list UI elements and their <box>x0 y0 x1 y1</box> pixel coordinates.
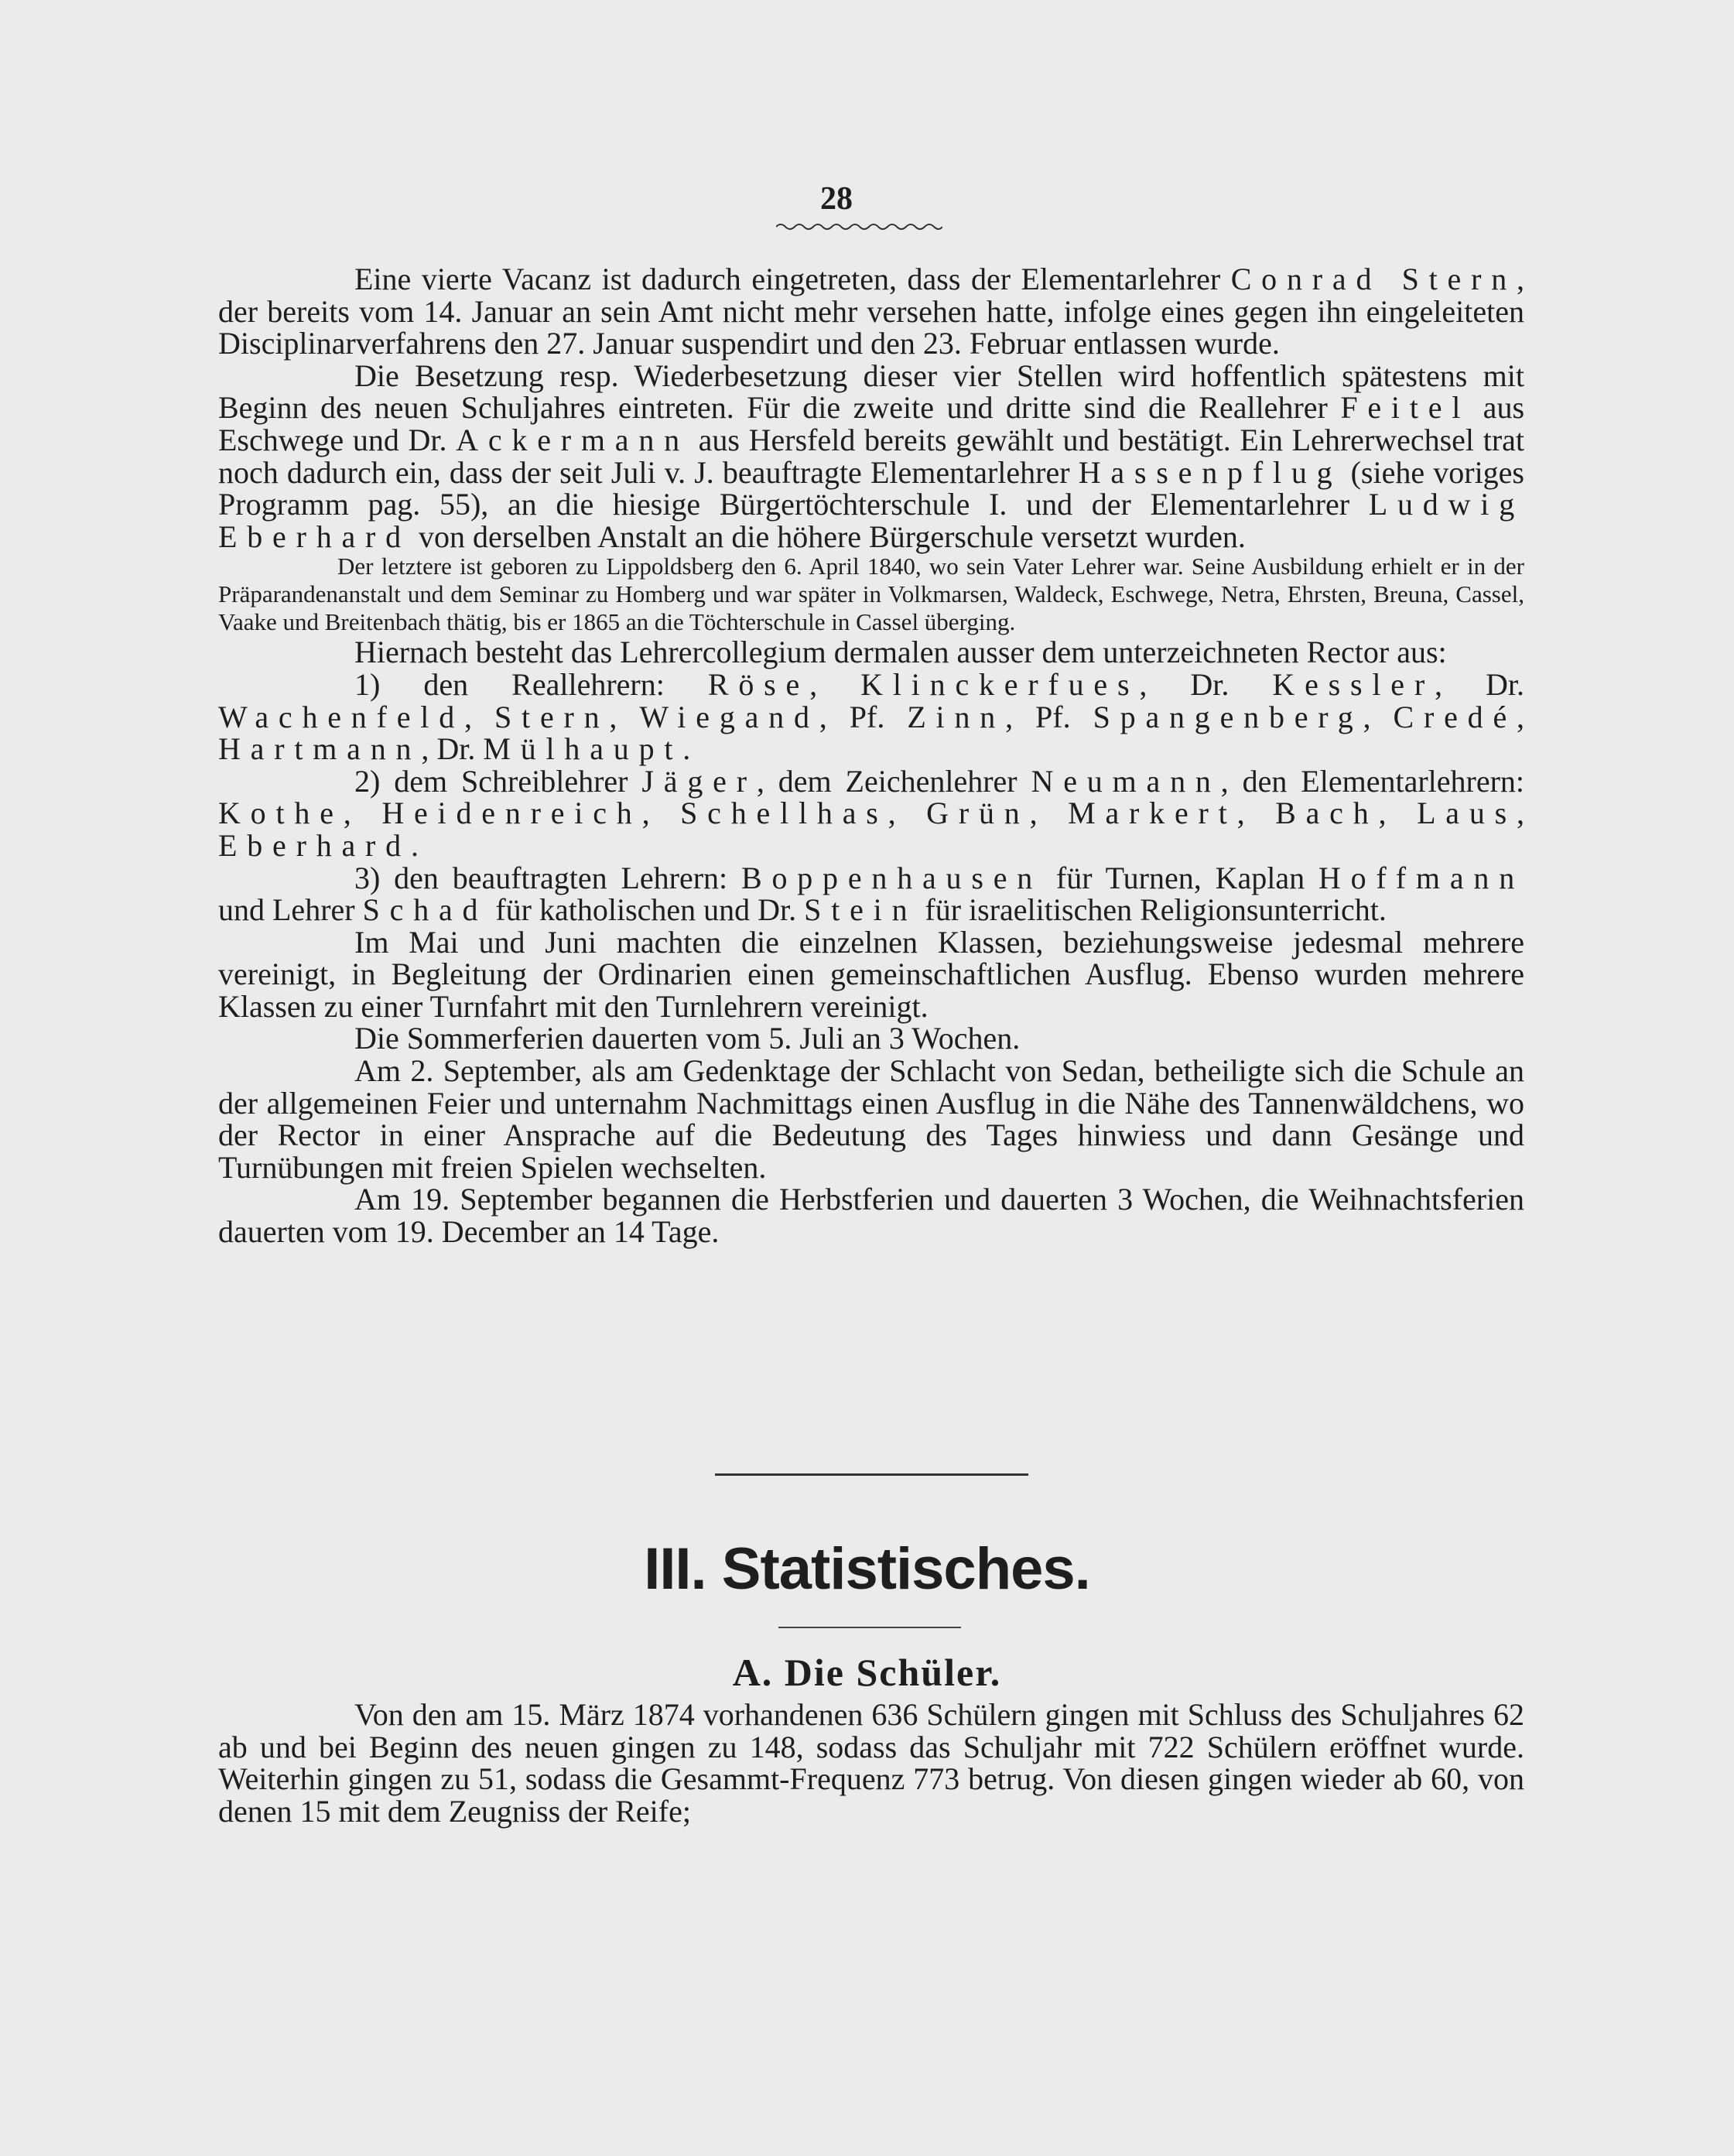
list-beauftragte-lehrer <box>218 862 1524 926</box>
person-name: Bach <box>1275 796 1379 831</box>
text-run: für Turnen, Kaplan <box>1042 860 1318 895</box>
section-heading: III. Statistisches. <box>644 1536 1090 1602</box>
page-number: 28 <box>820 181 853 217</box>
paragraph-sedan: Am 2. September, als am Gedenktage der Schlacht von Sedan, betheiligte sich die Schule an der allgemeinen Feier und unternahm Nachmittags einen Ausflug in die Nähe des Tannenwäldchens, wo der Rector in einer Ansprache auf die Bedeutung des Tages hinwiess und dann Gesänge und Turnübungen mit freien Spielen wechselten. <box>218 1053 1524 1185</box>
paragraph-sommerferien: Die Sommerferien dauerten vom 5. Juli an 3 Wochen. <box>354 1021 1021 1056</box>
text-run: , der bereits vom 14. Januar an sein Amt nicht mehr versehen hatte, infolge eines gegen ihn eingeleiteten Disciplinarverfahrens den 27. Januar suspendirt und den 23. Februar entlassen wurde. <box>218 262 1524 361</box>
person-name: Eberhard <box>218 827 411 863</box>
subsection-heading: A. Die Schüler. <box>732 1651 1002 1694</box>
person-name: Jäger <box>641 763 757 799</box>
paragraph-appointments <box>218 360 1524 553</box>
person-name: Credé <box>1393 699 1517 734</box>
person-name: Hoffmann <box>1318 860 1524 895</box>
section-text <box>218 1699 1524 1827</box>
person-name: Schad <box>362 892 488 928</box>
person-name: Hartmann <box>218 731 422 767</box>
person-name: Kessler <box>1272 666 1435 702</box>
person-name: Ludwig Eberhard <box>218 487 1524 554</box>
person-name: Röse <box>707 666 810 702</box>
text-run: Eine vierte Vacanz ist dadurch eingetreten, dass der Elementarlehrer <box>354 262 1231 296</box>
person-name: Zinn <box>907 699 1006 734</box>
section-divider <box>715 1473 1028 1476</box>
text-run: und Lehrer <box>218 892 363 928</box>
person-name: Klinckerfues <box>860 666 1140 702</box>
body-text <box>218 263 1524 1248</box>
text-run: , dem Zeichenlehrer <box>756 763 1031 799</box>
text-run: von derselben Anstalt an die höhere Bürgerschule versetzt wurden. <box>410 518 1246 554</box>
person-name: Grün <box>926 796 1030 831</box>
person-name: Heidenreich <box>381 796 642 831</box>
person-name: Wachenfeld <box>218 699 464 734</box>
list-lead: 2) dem Schreiblehrer <box>354 763 642 799</box>
person-name: Feitel <box>1340 390 1471 426</box>
text-run: aus Eschwege und Dr. <box>218 390 1525 457</box>
footnote-biography: Der letztere ist geboren zu Lippoldsberg den 6. April 1840, wo sein Vater Lehrer war. Seine Ausbildung erhielt er in der Präparandenanstalt und dem Seminar zu Homberg und war später in Volkmarsen, Waldeck, Eschwege, Netra, Ehrsten, Breuna, Cassel, Vaake und Breitenbach thätig, bis er 1865 an die Töchterschule in Cassel überging. <box>218 553 1524 636</box>
person-name: Neumann <box>1031 763 1221 799</box>
person-name: Ackermann <box>456 422 689 457</box>
page-number-ornament <box>776 221 942 232</box>
text-run: für katholischen und Dr. <box>487 892 805 928</box>
paragraph-ausflug: Im Mai und Juni machten die einzelnen Klassen, beziehungsweise jedesmal mehrere vereinigt, in Begleitung der Ordinarien einen gemeinschaftlichen Ausflug. Ebenso wurden mehrere Klassen zu einer Turnfahrt mit den Turnlehrern vereinigt. <box>218 924 1524 1024</box>
heading-underline <box>778 1627 961 1628</box>
list-reallehrer: 1) den Reallehrern: Röse, Klinckerfues, Dr. Kessler, Dr. Wachenfeld, Stern, Wiegand, Pf. Zinn, Pf. Spangenberg, Credé, Hartmann, Dr. Mülhaupt. <box>218 666 1525 767</box>
person-name: Mülhaupt <box>483 731 683 767</box>
person-name: Laus <box>1417 796 1517 831</box>
list-lead: 3) den beauftragten Lehrern: <box>354 860 741 895</box>
text-run: aus Hersfeld bereits gewählt und bestätigt. Ein Lehrerwechsel trat noch dadurch ein, dass der seit Juli v. J. beauftragte Elementarlehrer <box>218 422 1525 490</box>
person-name: Hassenpflug <box>1078 454 1342 490</box>
person-name: Markert <box>1068 796 1237 831</box>
list-lead: 1) den Reallehrern: <box>354 666 708 702</box>
paragraph-herbstferien: Am 19. September begannen die Herbstferien und dauerten 3 Wochen, die Weihnachtsferien dauerten vom 19. December an 14 Tage. <box>218 1182 1524 1250</box>
text-run: (siehe voriges Programm pag. 55), an die hiesige Bürgertöchterschule I. und der Elementarlehrer <box>218 454 1524 522</box>
text-run: Die Besetzung resp. Wiederbesetzung dieser vier Stellen wird hoffentlich spätestens mit Beginn des neuen Schuljahres eintreten. Für die zweite und dritte sind die Reallehrer <box>218 358 1524 426</box>
person-name: Schellhas <box>680 796 888 831</box>
list-elementarlehrer: 2) dem Schreiblehrer Jäger, dem Zeichenlehrer Neumann, den Elementarlehrern: Kothe, Heidenreich, Schellhas, Grün, Markert, Bach, Laus, Eberhard. <box>218 763 1525 863</box>
person-name: Stein <box>804 892 918 928</box>
person-name: Conrad Stern <box>1230 262 1517 296</box>
person-name: Wiegand <box>639 699 819 734</box>
paragraph-schueler: Von den am 15. März 1874 vorhandenen 636 Schülern gingen mit Schluss des Schuljahres 62 ab und bei Beginn des neuen gingen zu 148, sodass das Schuljahr mit 722 Schülern eröffnet wurde. Weiterhin gingen zu 51, sodass die Gesammt-Frequenz 773 betrug. Von diesen gingen wieder ab 60, von denen 15 mit dem Zeugniss der Reife; <box>218 1697 1524 1829</box>
paragraph-collegium: Hiernach besteht das Lehrercollegium dermalen ausser dem unterzeichneten Rector aus: <box>354 635 1447 670</box>
person-name: Kothe <box>218 796 344 831</box>
person-name: Spangenberg <box>1093 699 1363 734</box>
person-name: Stern <box>494 699 610 734</box>
text-run: für israelitischen Religionsunterricht. <box>917 892 1387 928</box>
text-run: , den Elementarlehrern: <box>1220 763 1525 799</box>
paragraph-vacancy <box>218 263 1524 360</box>
person-name: Boppenhausen <box>740 860 1043 895</box>
